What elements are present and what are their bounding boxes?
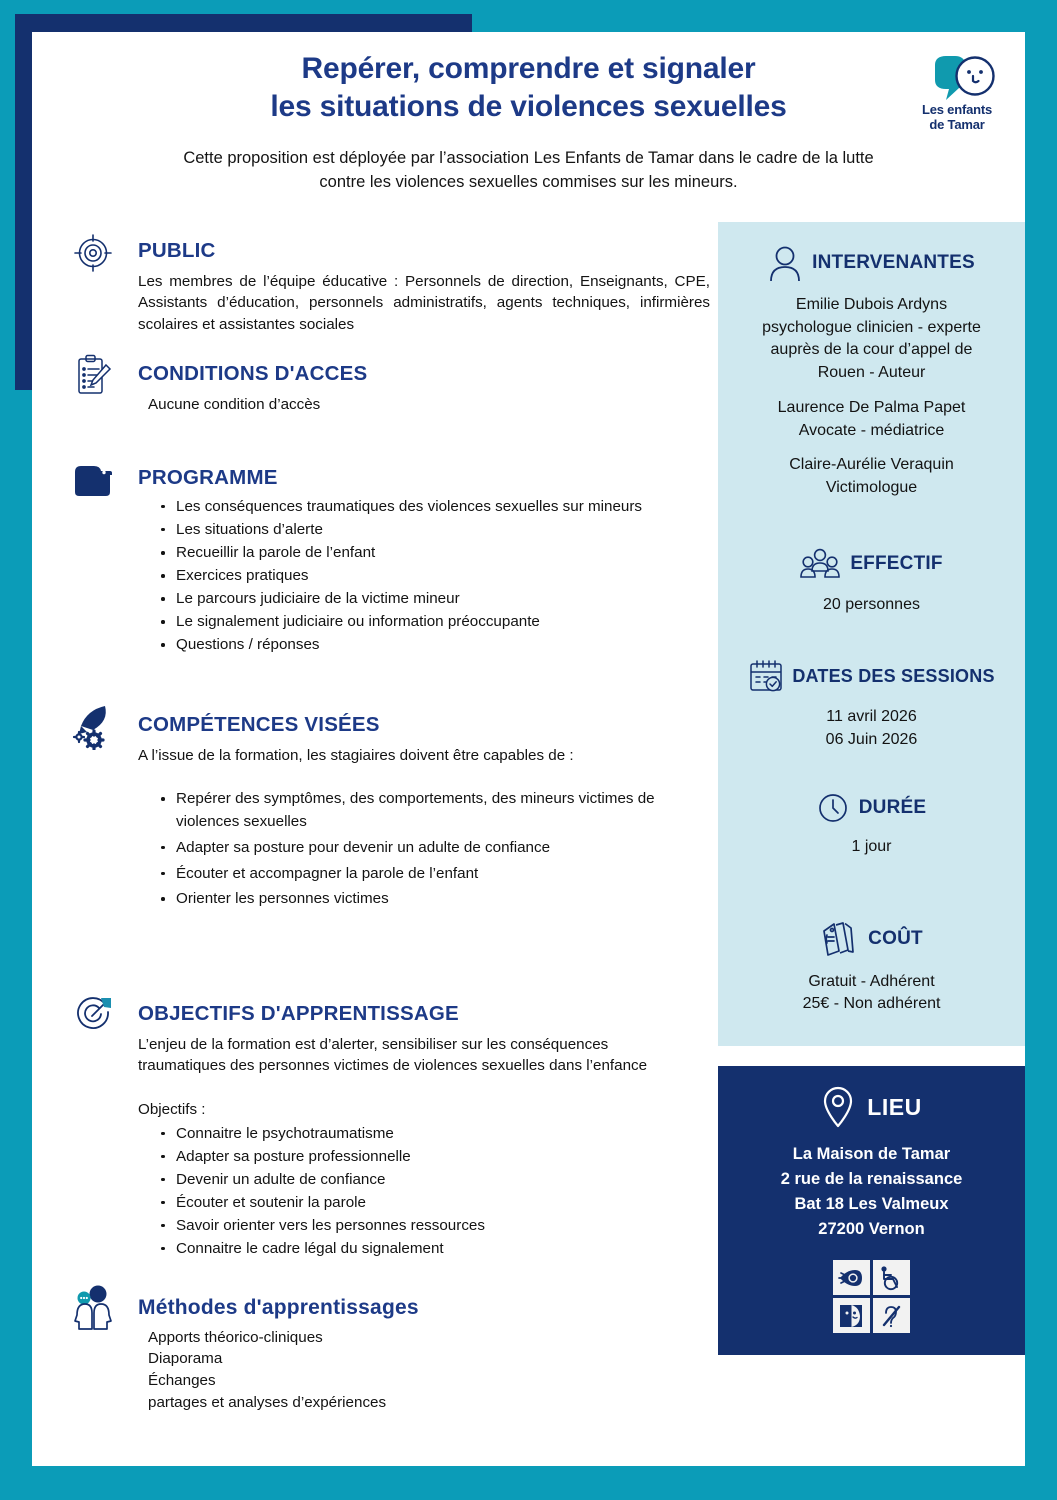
list-item: Les conséquences traumatiques des violences sexuelles sur mineurs — [160, 496, 718, 518]
duree-header — [732, 792, 1011, 824]
target-dart-icon — [62, 989, 124, 1043]
section-objectifs — [50, 989, 718, 1259]
list-item: Écouter et accompagner la parole de l’enfant — [160, 863, 718, 886]
logo — [903, 54, 1011, 132]
lieu-address: La Maison de Tamar 2 rue de la renaissance Bat 18 Les Valmeux 27200 Vernon — [780, 1145, 963, 1239]
intervenante-2: Laurence De Palma Papet Avocate - médiatrice — [777, 398, 966, 439]
objectifs-list — [138, 1123, 718, 1260]
dates-value: 11 avril 2026 06 Juin 2026 — [825, 708, 918, 749]
section-methodes-body — [138, 1327, 718, 1413]
logo-text-line1: Les enfants — [921, 102, 993, 117]
map-pin-icon — [821, 1086, 855, 1128]
section-competences — [50, 700, 718, 911]
dates-header — [732, 658, 1011, 694]
right-column — [718, 222, 1025, 1355]
list-item: Écouter et soutenir la parole — [160, 1192, 718, 1214]
lieu-header — [732, 1086, 1011, 1128]
page-title-line2: les situations de violences sexuelles — [270, 90, 787, 124]
list-item: Exercices pratiques — [160, 565, 718, 587]
clock-icon — [817, 792, 849, 824]
list-item: partages et analyses d’expériences — [148, 1393, 387, 1411]
dates-heading: DATES DES SESSIONS — [792, 665, 995, 686]
calendar-check-icon — [748, 658, 784, 694]
section-programme — [50, 453, 718, 656]
list-item: Diaporama — [148, 1350, 223, 1368]
section-methodes-heading: Méthodes d'apprentissages — [138, 1295, 419, 1319]
section-objectifs-list-label: Objectifs : — [138, 1100, 206, 1118]
page-title-line1: Repérer, comprendre et signaler — [301, 52, 756, 85]
person-icon — [768, 244, 802, 282]
logo-text — [903, 103, 1011, 132]
page-subtitle-line1: Cette proposition est déployée par l’association Les Enfants de Tamar dans le cadre de la lutte — [183, 148, 874, 167]
section-conditions-body: Aucune condition d’accès — [148, 395, 321, 413]
list-item: Adapter sa posture pour devenir un adulte de confiance — [160, 837, 718, 860]
list-item: Le parcours judiciaire de la victime mineur — [160, 588, 718, 610]
section-programme-heading: PROGRAMME — [138, 466, 278, 490]
visual-impairment-icon — [833, 1260, 870, 1295]
intervenante-1: Emilie Dubois Ardyns psychologue clinicien - experte auprès de la cour d’appel de Rouen - Auteur — [762, 296, 981, 382]
list-item: Questions / réponses — [160, 634, 718, 656]
block-cout — [732, 919, 1011, 1016]
title-block — [50, 50, 1007, 195]
info-card — [718, 222, 1025, 1046]
section-conditions — [50, 349, 718, 415]
cout-heading: COÛT — [868, 927, 923, 949]
effectif-heading: EFFECTIF — [850, 552, 943, 574]
price-tag-euro-icon — [820, 919, 858, 959]
hearing-impairment-icon — [873, 1298, 910, 1333]
section-competences-heading: COMPÉTENCES VISÉES — [138, 713, 380, 737]
effectif-header — [732, 546, 1011, 582]
target-crosshair-icon — [62, 226, 124, 280]
intervenantes-heading: INTERVENANTES — [812, 252, 975, 273]
list-item: Apports théorico-cliniques — [148, 1328, 323, 1346]
section-objectifs-intro: L’enjeu de la formation est d’alerter, sensibiliser sur les conséquences traumatiques des personnes victimes de violences sexuelles dans l’enfance — [138, 1035, 648, 1075]
cout-value: Gratuit - Adhérent 25€ - Non adhérent — [802, 972, 941, 1013]
programme-list — [138, 496, 718, 656]
two-heads-speech-icon — [62, 1282, 124, 1336]
section-public-heading: PUBLIC — [138, 239, 216, 262]
block-intervenantes — [732, 244, 1011, 500]
page-subtitle — [140, 147, 917, 195]
list-item: Connaitre le psychotraumatisme — [160, 1123, 718, 1145]
block-lieu — [718, 1066, 1025, 1355]
duree-value: 1 jour — [851, 837, 892, 855]
intervenantes-header — [732, 244, 1011, 282]
list-item: Recueillir la parole de l’enfant — [160, 542, 718, 564]
list-item: Adapter sa posture professionnelle — [160, 1146, 718, 1168]
section-competences-intro: A l’issue de la formation, les stagiaires doivent être capables de : — [138, 746, 574, 764]
section-public — [50, 226, 718, 335]
list-item: Repérer des symptômes, des comportements, des mineurs victimes de violences sexuelles — [160, 788, 718, 834]
header — [32, 32, 1025, 222]
block-duree — [732, 792, 1011, 859]
list-item: Échanges — [148, 1372, 216, 1389]
duree-heading: DURÉE — [858, 796, 927, 818]
lieu-heading: LIEU — [867, 1093, 922, 1120]
competences-list — [138, 788, 718, 911]
rocket-gears-icon — [62, 700, 124, 754]
clipboard-pen-icon — [62, 349, 124, 403]
flyer-page — [32, 32, 1025, 1466]
group-people-icon — [800, 546, 840, 582]
section-public-body: Les membres de l’équipe éducative : Personnels de direction, Enseignants, CPE, Assistants d’éducation, personnels administratifs, agents techniques, infirmières scolaires et assistantes sociales — [138, 272, 710, 333]
logo-text-line2: de Tamar — [929, 116, 985, 132]
mental-disability-icon — [833, 1298, 870, 1333]
list-item: Le signalement judiciaire ou information préoccupante — [160, 611, 718, 633]
accessibility-icons — [833, 1260, 911, 1333]
left-column — [32, 222, 718, 1413]
list-item: Savoir orienter vers les personnes ressources — [160, 1215, 718, 1237]
page-title — [140, 50, 917, 127]
intervenante-3: Claire-Aurélie Veraquin Victimologue — [789, 456, 954, 497]
block-dates — [732, 658, 1011, 751]
list-item: Devenir un adulte de confiance — [160, 1169, 718, 1191]
folder-icon — [62, 453, 124, 507]
logo-speech-bubble-face-icon — [903, 54, 1011, 100]
list-item: Les situations d’alerte — [160, 519, 718, 541]
content-columns — [32, 222, 1025, 1413]
section-objectifs-heading: OBJECTIFS D'APPRENTISSAGE — [138, 1002, 459, 1026]
block-effectif — [732, 546, 1011, 617]
page-subtitle-line2: contre les violences sexuelles commises sur les mineurs. — [319, 172, 738, 191]
wheelchair-icon — [873, 1260, 910, 1295]
cout-header — [732, 919, 1011, 959]
list-item: Connaitre le cadre légal du signalement — [160, 1238, 718, 1260]
section-methodes — [50, 1282, 718, 1413]
list-item: Orienter les personnes victimes — [160, 888, 718, 911]
effectif-value: 20 personnes — [823, 595, 920, 613]
section-conditions-heading: CONDITIONS D'ACCES — [138, 362, 368, 386]
